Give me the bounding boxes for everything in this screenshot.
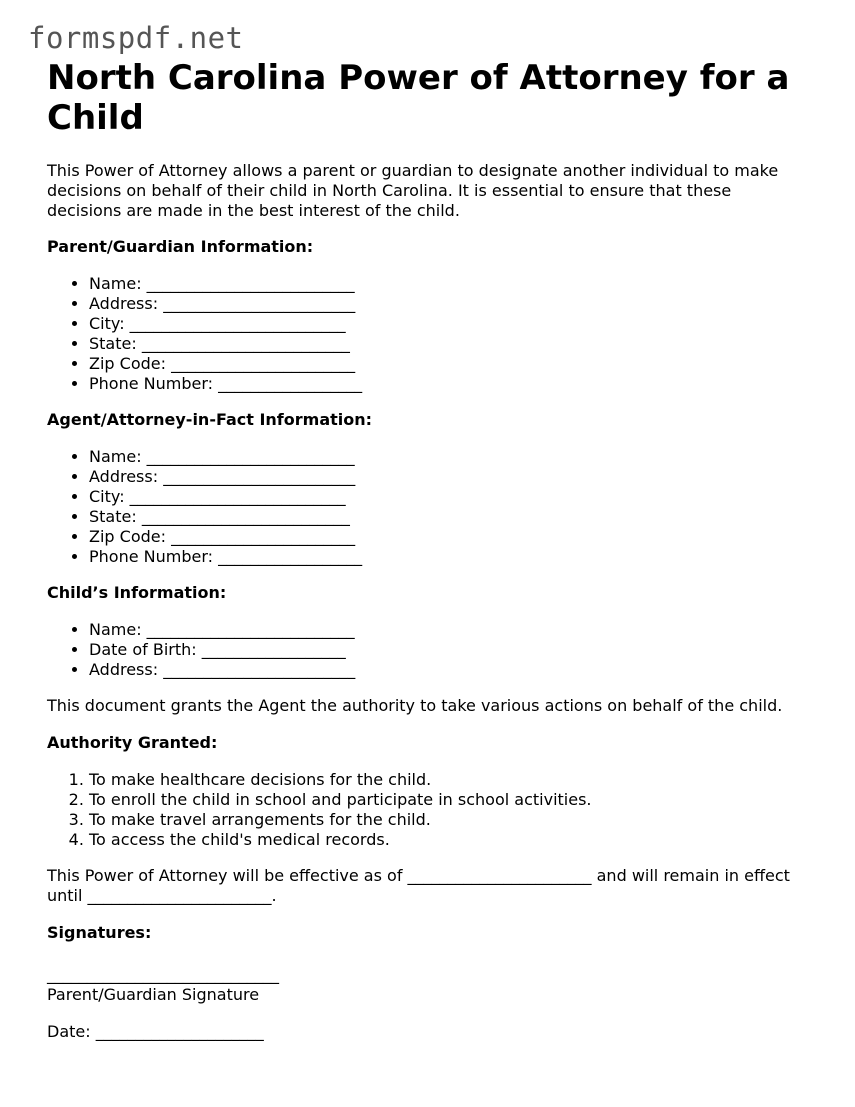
signature-date-field: Date: _____________________ [47,1022,264,1041]
agent-phone-field: • Phone Number: __________________ [89,547,807,567]
signature-line: _____________________________ [47,965,279,984]
authority-item: 1. To make healthcare decisions for the child. [89,770,807,790]
authority-heading: Authority Granted: [47,733,218,752]
authority-item: 3. To make travel arrangements for the child. [89,810,807,830]
agent-state-field: • State: __________________________ [89,507,807,527]
intro-paragraph: This Power of Attorney allows a parent or guardian to designate another individual to make decisions on behalf of their child in North Carolina. It is essential to ensure that these decisions are made in the best interest of the child. [47,161,779,220]
agent-heading: Agent/Attorney-in-Fact Information: [47,410,373,429]
agent-city-field: • City: ___________________________ [89,487,807,507]
authority-list [47,770,807,850]
parent-address-field: • Address: ________________________ [89,294,807,314]
watermark-text: formspdf.net [28,21,244,55]
signatures-heading: Signatures: [47,923,152,942]
page-title: North Carolina Power of Attorney for a Child [47,58,790,138]
child-address-field: • Address: ________________________ [89,660,807,680]
parent-state-field: • State: __________________________ [89,334,807,354]
child-name-field: • Name: __________________________ [89,620,807,640]
parent-phone-field: • Phone Number: __________________ [89,374,807,394]
child-field-list [47,620,807,680]
grant-paragraph: This document grants the Agent the authority to take various actions on behalf of the child. [47,696,783,715]
agent-address-field: • Address: ________________________ [89,467,807,487]
parent-name-field: • Name: __________________________ [89,274,807,294]
child-dob-field: • Date of Birth: __________________ [89,640,807,660]
agent-zip-field: • Zip Code: _______________________ [89,527,807,547]
agent-field-list [47,447,807,567]
parent-heading: Parent/Guardian Information: [47,237,314,256]
child-heading: Child’s Information: [47,583,227,602]
parent-zip-field: • Zip Code: _______________________ [89,354,807,374]
signature-label: Parent/Guardian Signature [47,985,260,1004]
effective-paragraph: This Power of Attorney will be effective as of _______________________ and will remain in effect until _______________________. [47,866,790,905]
parent-city-field: • City: ___________________________ [89,314,807,334]
document-body [47,58,807,1042]
parent-field-list [47,274,807,394]
agent-name-field: • Name: __________________________ [89,447,807,467]
authority-item: 4. To access the child's medical records. [89,830,807,850]
authority-item: 2. To enroll the child in school and participate in school activities. [89,790,807,810]
